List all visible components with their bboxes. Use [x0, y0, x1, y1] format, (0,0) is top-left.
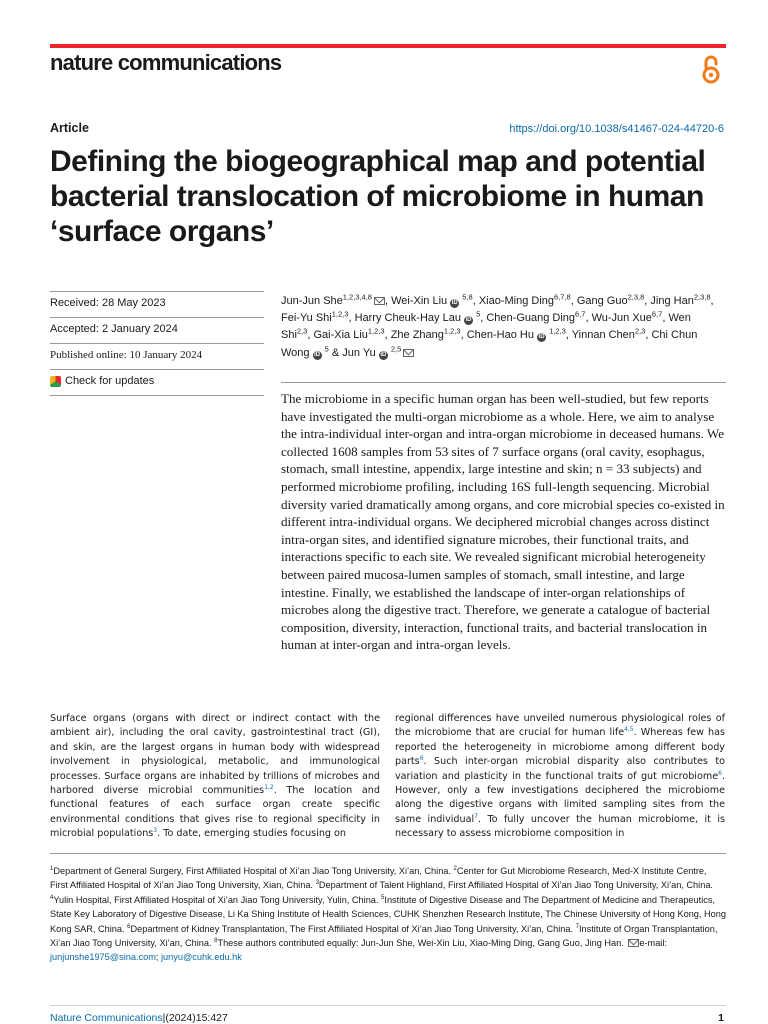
author[interactable] — [466, 326, 566, 342]
author-affiliation: 1,2,3 — [367, 326, 385, 336]
author-name: Jun-Jun She — [281, 295, 343, 307]
author-name: Wu-Jun Xue — [591, 312, 652, 325]
email-icon[interactable] — [374, 297, 385, 305]
orcid-icon[interactable]: iD — [380, 351, 387, 358]
citation-ref[interactable]: 6 — [419, 755, 424, 763]
check-updates-row — [50, 369, 264, 396]
author-name: Xiao-Ming Ding — [478, 295, 555, 307]
crossmark-icon — [50, 376, 61, 387]
author-name: Wen Shi — [281, 312, 691, 342]
orcid-icon[interactable]: iD — [314, 351, 321, 358]
author-name: Wei-Xin Liu — [391, 295, 448, 307]
author-affiliation: 2,5 — [390, 343, 402, 353]
body-column-right — [395, 712, 725, 842]
email-icon — [628, 939, 639, 947]
author-affiliation: 6,7,8 — [554, 292, 571, 302]
author[interactable] — [650, 292, 711, 307]
page-number: 1 — [718, 1012, 724, 1024]
author-name: Gai-Xia Liu — [313, 329, 368, 342]
author-affiliation: 2,3,8 — [627, 292, 645, 302]
author[interactable] — [391, 292, 473, 307]
body-text: . To date, emerging studies focusing on — [157, 828, 346, 840]
body-text: regional differences have unveiled numerous physiological roles of the microbiome that are crucial for human life — [395, 713, 725, 739]
affiliation-text: Department of Kidney Transplantation, The First Affiliated Hospital of Xi’an Jiao Tong University, Xi’an, China. — [130, 923, 574, 934]
author[interactable] — [390, 326, 461, 342]
author[interactable] — [591, 309, 663, 325]
orcid-icon[interactable]: iD — [538, 334, 545, 341]
article-title: Defining the biogeographical map and potential bacterial translocation of microbiome in human ‘surface organs’ — [50, 145, 706, 248]
orcid-icon[interactable]: iD — [451, 300, 458, 306]
body-text: . To fully uncover the human microbiome, it is necessary to assess microbiome composition in — [395, 813, 726, 840]
author-affiliation: 5 — [476, 309, 481, 319]
author[interactable] — [576, 292, 645, 307]
accepted-date: Accepted: 2 January 2024 — [50, 317, 264, 343]
author-affiliation: 1,2,3 — [331, 309, 349, 319]
received-date: Received: 28 May 2023 — [50, 291, 264, 317]
affiliation-text: These authors contributed equally: Jun-Jun She, Wei-Xin Liu, Xiao-Ming Ding, Gang Guo, Jing Han. — [217, 938, 624, 949]
author-affiliation: 6,7 — [651, 309, 663, 319]
affiliation-text: Institute of Organ Transplantation, Xi’an Jiao Tong University, Xi’an, China. — [50, 923, 718, 949]
affiliation-text: Department of Talent Highland, First Affiliated Hospital of Xi’an Jiao Tong University, Xi’an, China. — [318, 880, 713, 891]
author-affiliation: 2,3 — [634, 326, 646, 336]
affiliation-number: 8 — [214, 937, 218, 944]
body-column-left — [50, 712, 380, 842]
affiliation-number: 2 — [453, 865, 457, 872]
body-text: Surface organs (organs with direct or indirect contact with the ambient air), including the oral cavity, gastrointestinal tract (GI), and skin, are the largest organs in human body with widespread involvement in physiological, metabolic, and immunological processes. Surface organs are inhabited by trillions of microbes and harbored diverse microbial communities — [50, 713, 380, 797]
author[interactable] — [571, 326, 646, 342]
footer-volume: (2024)15:427 — [165, 1012, 228, 1024]
body-text: . However, only a few investigations deciphered the microbiome along the digestive organs with limited sampling sites from the same individual — [395, 770, 725, 825]
author-affiliation: 2,3 — [296, 326, 308, 336]
author[interactable] — [281, 309, 349, 325]
header-accent-bar — [50, 44, 726, 48]
citation-ref[interactable]: 3 — [153, 827, 158, 835]
footer-citation — [50, 1012, 228, 1024]
affiliations — [50, 864, 726, 965]
author-name: Chen-Guang Ding — [486, 312, 576, 325]
author[interactable] — [342, 343, 414, 359]
body-text: . Whereas few has reported the heterogeneity in microbiome among different body parts — [395, 727, 726, 768]
affiliation-number: 1 — [50, 865, 54, 872]
author[interactable] — [354, 309, 481, 325]
open-access-icon[interactable] — [700, 53, 722, 85]
author[interactable] — [281, 292, 385, 307]
affiliation-number: 7 — [575, 923, 579, 930]
affiliation-number: 4 — [50, 894, 54, 901]
abstract: The microbiome in a specific human organ has been well-studied, but few reports have investigated the multi-organ microbiome as a whole. Here, we aim to analyse the intra-individual inter-organ and intra-organ microbiome in deceased humans. We collected 1608 samples from 53 sites of 7 surface organs (oral cavity, esophagus, stomach, small intestine, appendix, large intestine and skin; n = 33 subjects) and performed microbiome profiling, including 16S full-length sequencing. Microbial diversity varied dramatically among organs, and core microbial species co-existed in different intra-individual organs. We deciphered microbial changes across distinct intra-organ sites, and identified signature microbes, their functional traits, and interactions specific to each site. We revealed significant microbial heterogeneity between paired mucosa-lumen samples of stomach, small intestine, and large intestine. Finally, we established the landscape of inter-organ relationships of microbes along the digestive tract. Therefore, we generate a catalogue of bacterial composition, diversity, interaction, functional traits, and bacterial translocation in human at inter-organ and intra-organ levels. — [281, 391, 725, 653]
author-name: Jun Yu — [342, 346, 376, 359]
author-affiliation: 5 — [324, 343, 329, 353]
author-affiliation: 6,7 — [575, 309, 586, 319]
author-name: Gang Guo — [576, 295, 628, 307]
author-name: Fei-Yu Shi — [281, 312, 332, 325]
article-type-label: Article — [50, 121, 89, 135]
abstract-divider — [281, 382, 726, 383]
body-text: . The location and functional features of each surface organ create specific environmental conditions that gives rise to regional specificity in microbial populations — [50, 785, 380, 840]
body-text: . Such inter-organ microbial disparity also contributes to variation and plasticity in the functional traits of gut microbiome — [395, 756, 725, 782]
journal-logo[interactable]: nature communications — [50, 50, 282, 75]
footer-divider — [50, 1005, 726, 1006]
footer-separator: | — [162, 1012, 166, 1024]
check-for-updates-button[interactable] — [50, 375, 264, 387]
author-name: Chi Chun Wong — [281, 329, 698, 359]
affiliation-text: Institute of Digestive Disease and The Department of Medicine and Therapeutics, State Key Laboratory of Digestive Disease, Li Ka Shing Institute of Health Sciences, CUHK Shenzhen Research Institute, The Chinese University of Hong Kong, Hong Kong SAR, China. — [50, 894, 726, 934]
affiliation-number: 3 — [315, 880, 319, 887]
author-name: Harry Cheuk-Hay Lau — [354, 312, 461, 325]
check-for-updates-label: Check for updates — [65, 375, 155, 387]
citation-ref[interactable]: 1,2 — [264, 783, 274, 791]
published-date: Published online: 10 January 2024 — [50, 343, 264, 369]
footnote-divider — [50, 853, 726, 854]
author[interactable] — [313, 326, 385, 342]
orcid-icon[interactable]: iD — [465, 317, 472, 324]
author-affiliation: 1,2,3 — [443, 326, 461, 336]
author-affiliation: 1,2,3 — [549, 326, 566, 336]
author-affiliation: 2,3,8 — [693, 292, 711, 302]
email-icon[interactable] — [403, 349, 414, 357]
author[interactable] — [486, 309, 586, 325]
author-affiliation: 5,8 — [462, 292, 473, 302]
footer-journal-name[interactable]: Nature Communications — [50, 1012, 163, 1024]
doi-link[interactable]: https://doi.org/10.1038/s41467-024-44720-6 — [509, 123, 724, 135]
email-link[interactable]: junjunshe1975@sina.com — [50, 952, 156, 963]
publication-meta — [50, 291, 264, 396]
email-separator: ; — [155, 952, 159, 963]
affiliation-text: Yulin Hospital, First Affiliated Hospital of Xi’an Jiao Tong University, Yulin, China. — [53, 894, 379, 905]
citation-ref[interactable]: 7 — [474, 812, 478, 820]
author[interactable] — [478, 292, 571, 307]
author-name: Yinnan Chen — [571, 329, 635, 342]
affiliation-text: Center for Gut Microbiome Research, Med-X Institute Centre, First Affiliated Hospital of Xi’an Jiao Tong University, Xian, China. — [50, 866, 707, 891]
citation-ref[interactable]: 6 — [718, 769, 722, 777]
author-name: Zhe Zhang — [390, 329, 444, 342]
affiliation-number: 5 — [381, 894, 385, 901]
author-name: Chen-Hao Hu — [466, 329, 534, 342]
author-name: Jing Han — [650, 295, 694, 307]
affiliation-text: Department of General Surgery, First Affiliated Hospital of Xi’an Jiao Tong University, Xi’an, China. — [53, 866, 451, 876]
citation-ref[interactable]: 4,5 — [624, 726, 634, 734]
email-label: e-mail: — [639, 938, 667, 949]
author-affiliation: 1,2,3,4,8 — [342, 292, 372, 302]
affiliation-number: 6 — [127, 923, 131, 930]
author-list: Jun-Jun She$^{1,2,3,4,8}$ , Wei-Xin Liu iD $^{5,8}$, Xiao-Ming Ding$^{6,7,8}$, Gang Guo$^{2,3,8}$, Jing Han$^{2,3,8}$, Fei-Yu Shi$^{1,2,3}$, Harry Cheuk-Hay Lau iD $^5$, Chen-Guang Ding$^{6,7}$, Wu-Jun Xue$^{6,7}$, Wen Shi$^{2,3}$, Gai-Xia Liu$^{1,2,3}$, Zhe Zhang$^{1,2,3}$, Chen-Hao Hu iD $^{1,2,3}$, Yinnan Chen$^{2,3}$, Chi Chun Wong iD $^5$ & Jun Yu iD $^{2,5}$ — [281, 292, 714, 359]
email-link[interactable]: junyu@cuhk.edu.hk — [161, 952, 242, 963]
